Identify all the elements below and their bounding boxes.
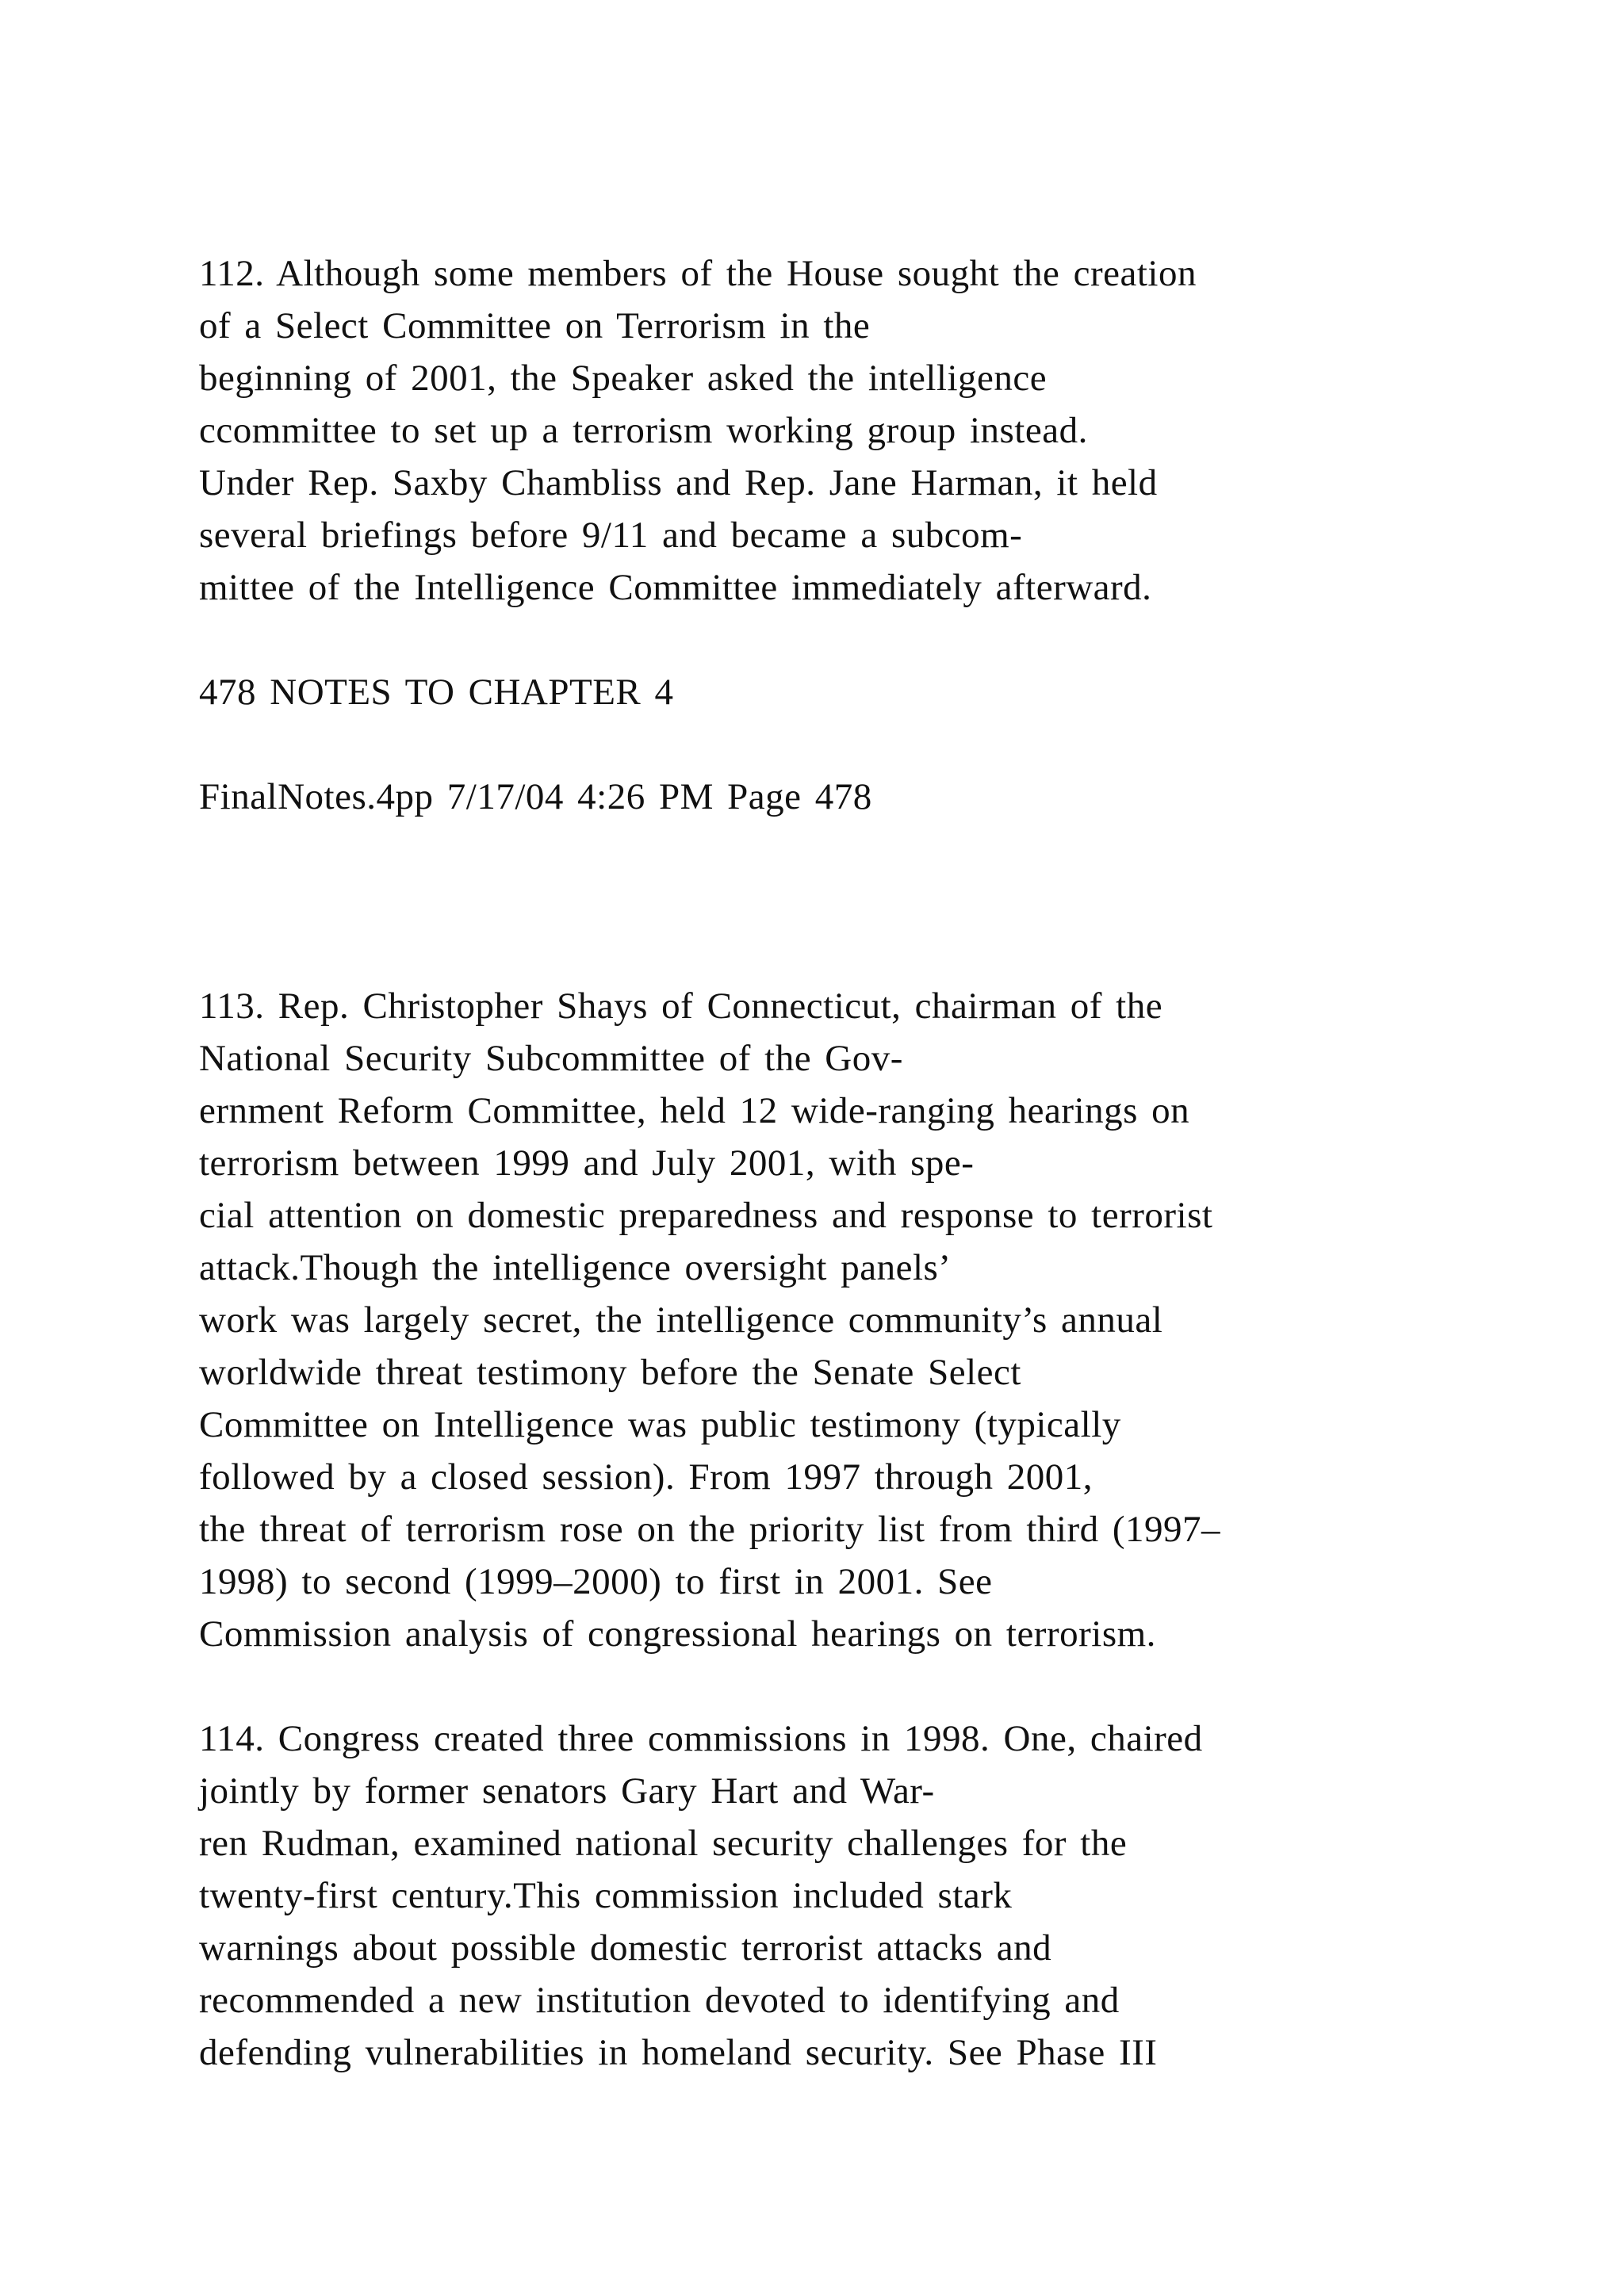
running-footer: 478 NOTES TO CHAPTER 4 bbox=[199, 672, 674, 713]
note-113-line: the threat of terrorism rose on the priority list from third (1997– bbox=[199, 1509, 1221, 1550]
note-113-line: 1998) to second (1999–2000) to first in 2001. See bbox=[199, 1561, 993, 1602]
note-113-line: attack.Though the intelligence oversight panels’ bbox=[199, 1247, 952, 1288]
note-112-line: 112. Although some members of the House sought the creation bbox=[199, 253, 1197, 294]
note-112-line: mittee of the Intelligence Committee immediately afterward. bbox=[199, 567, 1152, 608]
note-113-line: followed by a closed session). From 1997 through 2001, bbox=[199, 1456, 1094, 1498]
note-113-line: ernment Reform Committee, held 12 wide-ranging hearings on bbox=[199, 1090, 1190, 1131]
note-112-line: ccommittee to set up a terrorism working group instead. bbox=[199, 410, 1088, 451]
note-114-line: warnings about possible domestic terrorist attacks and bbox=[199, 1927, 1052, 1969]
note-113-line: 113. Rep. Christopher Shays of Connecticut, chairman of the bbox=[199, 985, 1163, 1027]
note-112-line: several briefings before 9/11 and became a subcom- bbox=[199, 515, 1023, 556]
note-113-line: Committee on Intelligence was public testimony (typically bbox=[199, 1404, 1121, 1445]
note-113-line: terrorism between 1999 and July 2001, with spe- bbox=[199, 1142, 975, 1184]
note-114-line: 114. Congress created three commissions in 1998. One, chaired bbox=[199, 1718, 1203, 1759]
note-114-line: recommended a new institution devoted to identifying and bbox=[199, 1980, 1120, 2021]
note-114-line: twenty-first century.This commission included stark bbox=[199, 1875, 1013, 1916]
note-112-line: beginning of 2001, the Speaker asked the intelligence bbox=[199, 358, 1048, 399]
note-113-line: worldwide threat testimony before the Senate Select bbox=[199, 1352, 1021, 1393]
note-113-line: Commission analysis of congressional hearings on terrorism. bbox=[199, 1613, 1156, 1655]
print-slug: FinalNotes.4pp 7/17/04 4:26 PM Page 478 bbox=[199, 776, 872, 817]
note-113-line: National Security Subcommittee of the Gov- bbox=[199, 1038, 903, 1079]
note-112-line: Under Rep. Saxby Chambliss and Rep. Jane Harman, it held bbox=[199, 462, 1158, 503]
note-114-line: ren Rudman, examined national security challenges for the bbox=[199, 1823, 1128, 1864]
note-114-line: jointly by former senators Gary Hart and War- bbox=[199, 1770, 935, 1812]
note-114-line: defending vulnerabilities in homeland security. See Phase III bbox=[199, 2032, 1158, 2073]
note-112-line: of a Select Committee on Terrorism in the bbox=[199, 305, 871, 346]
note-113-line: work was largely secret, the intelligence community’s annual bbox=[199, 1299, 1163, 1341]
note-113-line: cial attention on domestic preparedness and response to terrorist bbox=[199, 1195, 1213, 1236]
